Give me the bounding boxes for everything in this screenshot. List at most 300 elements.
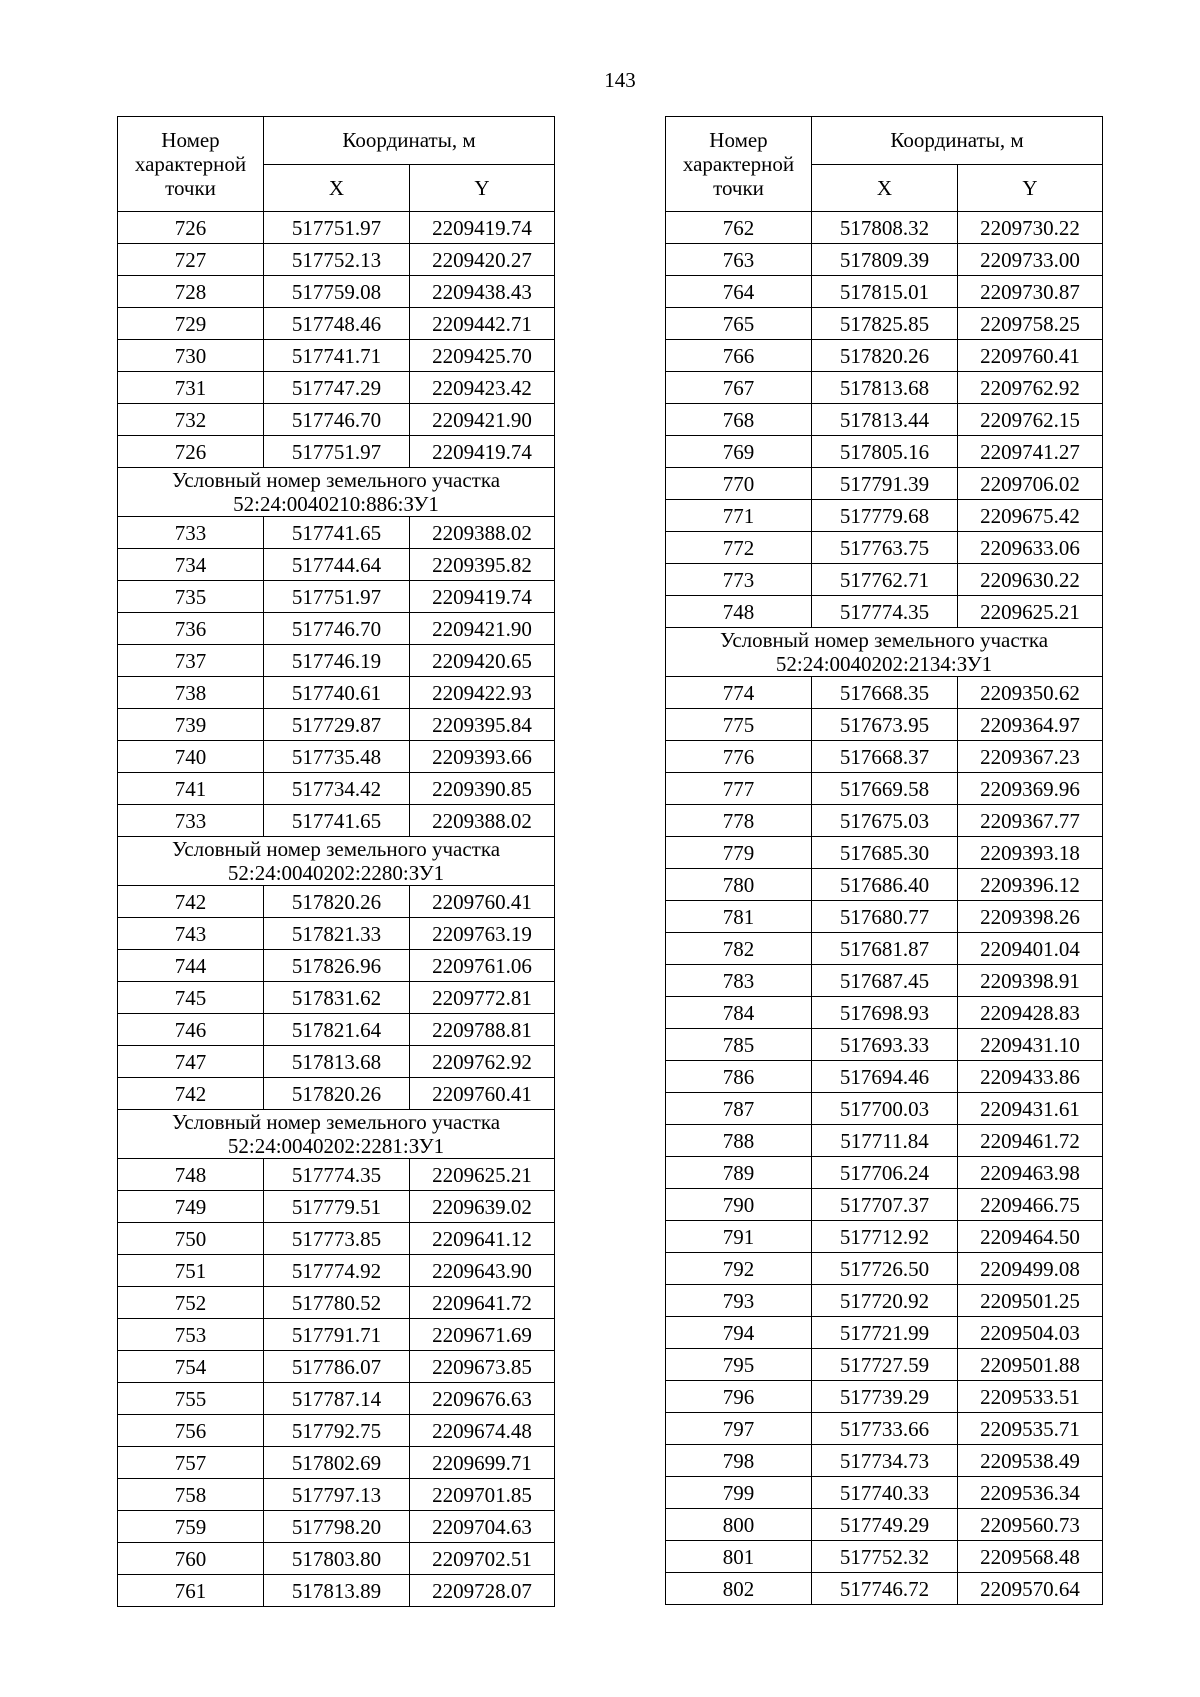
y-coordinate-cell: 2209393.18 xyxy=(958,837,1103,869)
point-number-cell: 743 xyxy=(118,918,264,950)
x-coordinate-cell: 517744.64 xyxy=(264,549,410,581)
point-number-cell: 784 xyxy=(666,997,812,1029)
table-row xyxy=(666,500,1103,532)
y-coordinate-cell: 2209761.06 xyxy=(410,950,555,982)
table-row xyxy=(666,1253,1103,1285)
point-number-cell: 729 xyxy=(118,308,264,340)
x-coordinate-cell: 517726.50 xyxy=(812,1253,958,1285)
y-coordinate-cell: 2209676.63 xyxy=(410,1383,555,1415)
y-coordinate-cell: 2209733.00 xyxy=(958,244,1103,276)
table-row xyxy=(118,244,555,276)
table-row xyxy=(118,1383,555,1415)
page-number: 143 xyxy=(604,68,636,92)
table-row xyxy=(666,372,1103,404)
table-row xyxy=(118,549,555,581)
x-coordinate-cell: 517791.39 xyxy=(812,468,958,500)
point-number-cell: 800 xyxy=(666,1509,812,1541)
point-number-cell: 799 xyxy=(666,1477,812,1509)
x-coordinate-cell: 517740.61 xyxy=(264,677,410,709)
y-coordinate-cell: 2209536.34 xyxy=(958,1477,1103,1509)
table-row xyxy=(118,1351,555,1383)
table-row xyxy=(666,709,1103,741)
point-number-cell: 748 xyxy=(118,1159,264,1191)
point-number-cell: 793 xyxy=(666,1285,812,1317)
y-coordinate-cell: 2209730.87 xyxy=(958,276,1103,308)
point-number-cell: 761 xyxy=(118,1575,264,1607)
parcel-number: 52:24:0040202:2281:ЗУ1 xyxy=(227,1134,445,1158)
table-row xyxy=(666,965,1103,997)
section-title xyxy=(666,628,1103,677)
y-coordinate-cell: 2209421.90 xyxy=(410,404,555,436)
x-coordinate-cell: 517687.45 xyxy=(812,965,958,997)
table-row xyxy=(118,581,555,613)
x-coordinate-cell: 517727.59 xyxy=(812,1349,958,1381)
table-row xyxy=(118,1415,555,1447)
point-number-cell: 755 xyxy=(118,1383,264,1415)
table-row xyxy=(666,1061,1103,1093)
x-coordinate-cell: 517712.92 xyxy=(812,1221,958,1253)
table-row xyxy=(666,869,1103,901)
x-coordinate-cell: 517813.89 xyxy=(264,1575,410,1607)
y-coordinate-cell: 2209398.91 xyxy=(958,965,1103,997)
y-coordinate-cell: 2209772.81 xyxy=(410,982,555,1014)
x-coordinate-cell: 517813.68 xyxy=(264,1046,410,1078)
point-number-cell: 801 xyxy=(666,1541,812,1573)
x-coordinate-cell: 517668.37 xyxy=(812,741,958,773)
point-number-cell: 766 xyxy=(666,340,812,372)
table-row xyxy=(118,1447,555,1479)
x-coordinate-cell: 517763.75 xyxy=(812,532,958,564)
point-number-cell: 727 xyxy=(118,244,264,276)
point-number-cell: 733 xyxy=(118,805,264,837)
y-coordinate-cell: 2209641.12 xyxy=(410,1223,555,1255)
y-coordinate-cell: 2209499.08 xyxy=(958,1253,1103,1285)
y-coordinate-cell: 2209501.25 xyxy=(958,1285,1103,1317)
x-coordinate-cell: 517821.64 xyxy=(264,1014,410,1046)
x-coordinate-cell: 517741.65 xyxy=(264,805,410,837)
y-coordinate-cell: 2209367.77 xyxy=(958,805,1103,837)
point-number-cell: 757 xyxy=(118,1447,264,1479)
section-label: Условный номер земельного участка xyxy=(171,837,501,861)
table-row xyxy=(118,1479,555,1511)
y-coordinate-cell: 2209533.51 xyxy=(958,1381,1103,1413)
section-row xyxy=(666,628,1103,677)
point-number-cell: 768 xyxy=(666,404,812,436)
point-number-cell: 785 xyxy=(666,1029,812,1061)
point-number-cell: 791 xyxy=(666,1221,812,1253)
x-coordinate-cell: 517734.42 xyxy=(264,773,410,805)
point-number-cell: 796 xyxy=(666,1381,812,1413)
table-row xyxy=(118,1511,555,1543)
y-coordinate-cell: 2209760.41 xyxy=(410,1078,555,1110)
x-coordinate-cell: 517746.70 xyxy=(264,404,410,436)
y-coordinate-cell: 2209393.66 xyxy=(410,741,555,773)
x-coordinate-cell: 517675.03 xyxy=(812,805,958,837)
y-coordinate-cell: 2209538.49 xyxy=(958,1445,1103,1477)
x-coordinate-cell: 517694.46 xyxy=(812,1061,958,1093)
table-row xyxy=(666,532,1103,564)
x-coordinate-cell: 517680.77 xyxy=(812,901,958,933)
point-number-cell: 745 xyxy=(118,982,264,1014)
y-coordinate-cell: 2209641.72 xyxy=(410,1287,555,1319)
table-row xyxy=(118,1159,555,1191)
y-coordinate-cell: 2209728.07 xyxy=(410,1575,555,1607)
table-row xyxy=(666,1029,1103,1061)
table-row xyxy=(666,805,1103,837)
table-row xyxy=(118,741,555,773)
x-coordinate-cell: 517774.92 xyxy=(264,1255,410,1287)
point-number-cell: 750 xyxy=(118,1223,264,1255)
table-row xyxy=(118,645,555,677)
x-coordinate-cell: 517762.71 xyxy=(812,564,958,596)
table-row xyxy=(118,212,555,244)
x-coordinate-cell: 517706.24 xyxy=(812,1157,958,1189)
table-row xyxy=(118,1543,555,1575)
y-coordinate-cell: 2209350.62 xyxy=(958,677,1103,709)
coordinates-table-right xyxy=(665,116,1103,1605)
point-number-cell: 765 xyxy=(666,308,812,340)
table-row xyxy=(666,212,1103,244)
y-coordinate-cell: 2209364.97 xyxy=(958,709,1103,741)
section-row xyxy=(118,1110,555,1159)
point-number-cell: 756 xyxy=(118,1415,264,1447)
table-row xyxy=(666,1189,1103,1221)
x-coordinate-cell: 517805.16 xyxy=(812,436,958,468)
table-row xyxy=(118,308,555,340)
section-label: Условный номер земельного участка xyxy=(719,628,1049,652)
section-title xyxy=(118,1110,555,1159)
y-coordinate-cell: 2209396.12 xyxy=(958,869,1103,901)
y-coordinate-cell: 2209570.64 xyxy=(958,1573,1103,1605)
point-number-cell: 775 xyxy=(666,709,812,741)
x-coordinate-cell: 517720.92 xyxy=(812,1285,958,1317)
table-row xyxy=(118,805,555,837)
table-row xyxy=(666,596,1103,628)
y-coordinate-cell: 2209401.04 xyxy=(958,933,1103,965)
table-row xyxy=(666,1381,1103,1413)
point-number-cell: 738 xyxy=(118,677,264,709)
point-number-cell: 732 xyxy=(118,404,264,436)
table-row xyxy=(118,677,555,709)
table-row xyxy=(666,436,1103,468)
x-coordinate-cell: 517815.01 xyxy=(812,276,958,308)
x-coordinate-cell: 517831.62 xyxy=(264,982,410,1014)
table-row xyxy=(666,1445,1103,1477)
table-row xyxy=(118,982,555,1014)
x-coordinate-cell: 517825.85 xyxy=(812,308,958,340)
point-number-cell: 802 xyxy=(666,1573,812,1605)
y-coordinate-cell: 2209704.63 xyxy=(410,1511,555,1543)
parcel-number: 52:24:0040210:886:ЗУ1 xyxy=(233,492,439,516)
point-number-cell: 740 xyxy=(118,741,264,773)
x-coordinate-cell: 517787.14 xyxy=(264,1383,410,1415)
table-row xyxy=(118,1319,555,1351)
point-number-cell: 749 xyxy=(118,1191,264,1223)
table-row xyxy=(118,1255,555,1287)
x-coordinate-cell: 517752.32 xyxy=(812,1541,958,1573)
point-number-cell: 779 xyxy=(666,837,812,869)
y-coordinate-cell: 2209463.98 xyxy=(958,1157,1103,1189)
table-row xyxy=(118,1046,555,1078)
table-row xyxy=(666,933,1103,965)
point-number-cell: 742 xyxy=(118,886,264,918)
x-coordinate-cell: 517751.97 xyxy=(264,212,410,244)
point-number-cell: 739 xyxy=(118,709,264,741)
y-coordinate-cell: 2209504.03 xyxy=(958,1317,1103,1349)
point-number-cell: 769 xyxy=(666,436,812,468)
point-number-cell: 794 xyxy=(666,1317,812,1349)
point-number-cell: 767 xyxy=(666,372,812,404)
section-label: Условный номер земельного участка xyxy=(171,1110,501,1134)
y-coordinate-cell: 2209706.02 xyxy=(958,468,1103,500)
table-row xyxy=(666,276,1103,308)
table-row xyxy=(666,1573,1103,1605)
point-number-cell: 798 xyxy=(666,1445,812,1477)
x-coordinate-cell: 517746.19 xyxy=(264,645,410,677)
point-number-cell: 737 xyxy=(118,645,264,677)
x-coordinate-cell: 517808.32 xyxy=(812,212,958,244)
y-coordinate-cell: 2209419.74 xyxy=(410,212,555,244)
table-row xyxy=(666,837,1103,869)
point-number-cell: 726 xyxy=(118,436,264,468)
y-coordinate-cell: 2209760.41 xyxy=(410,886,555,918)
x-coordinate-cell: 517729.87 xyxy=(264,709,410,741)
table-row xyxy=(666,308,1103,340)
point-number-cell: 741 xyxy=(118,773,264,805)
y-coordinate-cell: 2209674.48 xyxy=(410,1415,555,1447)
y-coordinate-cell: 2209428.83 xyxy=(958,997,1103,1029)
x-coordinate-cell: 517707.37 xyxy=(812,1189,958,1221)
x-coordinate-cell: 517735.48 xyxy=(264,741,410,773)
point-number-cell: 763 xyxy=(666,244,812,276)
x-coordinate-cell: 517751.97 xyxy=(264,581,410,613)
x-coordinate-cell: 517700.03 xyxy=(812,1093,958,1125)
x-coordinate-cell: 517813.68 xyxy=(812,372,958,404)
point-number-cell: 748 xyxy=(666,596,812,628)
point-number-cell: 771 xyxy=(666,500,812,532)
section-label: Условный номер земельного участка xyxy=(171,468,501,492)
table-row xyxy=(118,372,555,404)
table-row xyxy=(118,709,555,741)
table-row xyxy=(118,918,555,950)
x-coordinate-cell: 517820.26 xyxy=(264,1078,410,1110)
header-point-number: Номер характерной точки xyxy=(666,117,812,212)
table-row xyxy=(118,404,555,436)
point-number-cell: 790 xyxy=(666,1189,812,1221)
x-coordinate-cell: 517669.58 xyxy=(812,773,958,805)
x-coordinate-cell: 517820.26 xyxy=(812,340,958,372)
table-row xyxy=(666,1413,1103,1445)
x-coordinate-cell: 517802.69 xyxy=(264,1447,410,1479)
table-row xyxy=(118,1575,555,1607)
table-row xyxy=(666,997,1103,1029)
x-coordinate-cell: 517681.87 xyxy=(812,933,958,965)
x-coordinate-cell: 517741.65 xyxy=(264,517,410,549)
point-number-cell: 776 xyxy=(666,741,812,773)
y-coordinate-cell: 2209633.06 xyxy=(958,532,1103,564)
table-row xyxy=(666,901,1103,933)
y-coordinate-cell: 2209699.71 xyxy=(410,1447,555,1479)
header-coordinates: Координаты, м xyxy=(264,117,555,165)
y-coordinate-cell: 2209395.84 xyxy=(410,709,555,741)
y-coordinate-cell: 2209741.27 xyxy=(958,436,1103,468)
x-coordinate-cell: 517759.08 xyxy=(264,276,410,308)
x-coordinate-cell: 517813.44 xyxy=(812,404,958,436)
x-coordinate-cell: 517774.35 xyxy=(264,1159,410,1191)
y-coordinate-cell: 2209788.81 xyxy=(410,1014,555,1046)
point-number-cell: 777 xyxy=(666,773,812,805)
point-number-cell: 751 xyxy=(118,1255,264,1287)
table-row xyxy=(666,677,1103,709)
y-coordinate-cell: 2209369.96 xyxy=(958,773,1103,805)
x-coordinate-cell: 517686.40 xyxy=(812,869,958,901)
y-coordinate-cell: 2209420.27 xyxy=(410,244,555,276)
y-coordinate-cell: 2209461.72 xyxy=(958,1125,1103,1157)
x-coordinate-cell: 517698.93 xyxy=(812,997,958,1029)
table-row xyxy=(666,1317,1103,1349)
table-row xyxy=(666,1221,1103,1253)
header-x: X xyxy=(264,164,410,212)
x-coordinate-cell: 517791.71 xyxy=(264,1319,410,1351)
y-coordinate-cell: 2209702.51 xyxy=(410,1543,555,1575)
x-coordinate-cell: 517668.35 xyxy=(812,677,958,709)
y-coordinate-cell: 2209701.85 xyxy=(410,1479,555,1511)
table-row xyxy=(666,1125,1103,1157)
table-row xyxy=(118,886,555,918)
point-number-cell: 746 xyxy=(118,1014,264,1046)
y-coordinate-cell: 2209625.21 xyxy=(410,1159,555,1191)
point-number-cell: 726 xyxy=(118,212,264,244)
table-row xyxy=(666,404,1103,436)
header-y: Y xyxy=(410,164,555,212)
x-coordinate-cell: 517774.35 xyxy=(812,596,958,628)
y-coordinate-cell: 2209442.71 xyxy=(410,308,555,340)
x-coordinate-cell: 517826.96 xyxy=(264,950,410,982)
y-coordinate-cell: 2209438.43 xyxy=(410,276,555,308)
x-coordinate-cell: 517740.33 xyxy=(812,1477,958,1509)
parcel-number: 52:24:0040202:2280:ЗУ1 xyxy=(227,861,445,885)
table-row xyxy=(666,1477,1103,1509)
x-coordinate-cell: 517821.33 xyxy=(264,918,410,950)
y-coordinate-cell: 2209421.90 xyxy=(410,613,555,645)
point-number-cell: 780 xyxy=(666,869,812,901)
x-coordinate-cell: 517673.95 xyxy=(812,709,958,741)
y-coordinate-cell: 2209630.22 xyxy=(958,564,1103,596)
point-number-cell: 774 xyxy=(666,677,812,709)
point-number-cell: 747 xyxy=(118,1046,264,1078)
y-coordinate-cell: 2209643.90 xyxy=(410,1255,555,1287)
header-coordinates: Координаты, м xyxy=(812,117,1103,165)
y-coordinate-cell: 2209423.42 xyxy=(410,372,555,404)
y-coordinate-cell: 2209464.50 xyxy=(958,1221,1103,1253)
x-coordinate-cell: 517798.20 xyxy=(264,1511,410,1543)
point-number-cell: 795 xyxy=(666,1349,812,1381)
table-row xyxy=(118,1191,555,1223)
y-coordinate-cell: 2209431.61 xyxy=(958,1093,1103,1125)
coordinates-table-left xyxy=(117,116,555,1607)
point-number-cell: 733 xyxy=(118,517,264,549)
table-row xyxy=(666,1093,1103,1125)
point-number-cell: 781 xyxy=(666,901,812,933)
point-number-cell: 728 xyxy=(118,276,264,308)
header-y: Y xyxy=(958,164,1103,212)
y-coordinate-cell: 2209395.82 xyxy=(410,549,555,581)
point-number-cell: 787 xyxy=(666,1093,812,1125)
x-coordinate-cell: 517711.84 xyxy=(812,1125,958,1157)
table-row xyxy=(666,1349,1103,1381)
table-row xyxy=(666,1541,1103,1573)
y-coordinate-cell: 2209501.88 xyxy=(958,1349,1103,1381)
point-number-cell: 753 xyxy=(118,1319,264,1351)
x-coordinate-cell: 517739.29 xyxy=(812,1381,958,1413)
section-title xyxy=(118,468,555,517)
y-coordinate-cell: 2209625.21 xyxy=(958,596,1103,628)
point-number-cell: 782 xyxy=(666,933,812,965)
y-coordinate-cell: 2209535.71 xyxy=(958,1413,1103,1445)
point-number-cell: 759 xyxy=(118,1511,264,1543)
y-coordinate-cell: 2209760.41 xyxy=(958,340,1103,372)
y-coordinate-cell: 2209671.69 xyxy=(410,1319,555,1351)
y-coordinate-cell: 2209367.23 xyxy=(958,741,1103,773)
header-x: X xyxy=(812,164,958,212)
point-number-cell: 783 xyxy=(666,965,812,997)
point-number-cell: 770 xyxy=(666,468,812,500)
table-row xyxy=(666,564,1103,596)
point-number-cell: 764 xyxy=(666,276,812,308)
x-coordinate-cell: 517786.07 xyxy=(264,1351,410,1383)
x-coordinate-cell: 517685.30 xyxy=(812,837,958,869)
x-coordinate-cell: 517748.46 xyxy=(264,308,410,340)
y-coordinate-cell: 2209431.10 xyxy=(958,1029,1103,1061)
table-row xyxy=(666,1157,1103,1189)
table-row xyxy=(118,1078,555,1110)
table-row xyxy=(666,340,1103,372)
y-coordinate-cell: 2209560.73 xyxy=(958,1509,1103,1541)
parcel-number: 52:24:0040202:2134:ЗУ1 xyxy=(775,652,993,676)
section-title xyxy=(118,837,555,886)
point-number-cell: 762 xyxy=(666,212,812,244)
table-row xyxy=(666,741,1103,773)
table-row xyxy=(118,1223,555,1255)
table-row xyxy=(666,1509,1103,1541)
y-coordinate-cell: 2209568.48 xyxy=(958,1541,1103,1573)
y-coordinate-cell: 2209422.93 xyxy=(410,677,555,709)
point-number-cell: 736 xyxy=(118,613,264,645)
point-number-cell: 792 xyxy=(666,1253,812,1285)
x-coordinate-cell: 517773.85 xyxy=(264,1223,410,1255)
table-row xyxy=(666,468,1103,500)
table-row xyxy=(118,773,555,805)
table-row xyxy=(666,244,1103,276)
y-coordinate-cell: 2209388.02 xyxy=(410,517,555,549)
y-coordinate-cell: 2209763.19 xyxy=(410,918,555,950)
table-row xyxy=(118,276,555,308)
y-coordinate-cell: 2209673.85 xyxy=(410,1351,555,1383)
x-coordinate-cell: 517809.39 xyxy=(812,244,958,276)
point-number-cell: 760 xyxy=(118,1543,264,1575)
y-coordinate-cell: 2209433.86 xyxy=(958,1061,1103,1093)
y-coordinate-cell: 2209398.26 xyxy=(958,901,1103,933)
table-row xyxy=(666,773,1103,805)
header-point-number: Номер характерной точки xyxy=(118,117,264,212)
point-number-cell: 752 xyxy=(118,1287,264,1319)
x-coordinate-cell: 517741.71 xyxy=(264,340,410,372)
x-coordinate-cell: 517721.99 xyxy=(812,1317,958,1349)
table-row xyxy=(118,950,555,982)
point-number-cell: 731 xyxy=(118,372,264,404)
y-coordinate-cell: 2209639.02 xyxy=(410,1191,555,1223)
x-coordinate-cell: 517792.75 xyxy=(264,1415,410,1447)
